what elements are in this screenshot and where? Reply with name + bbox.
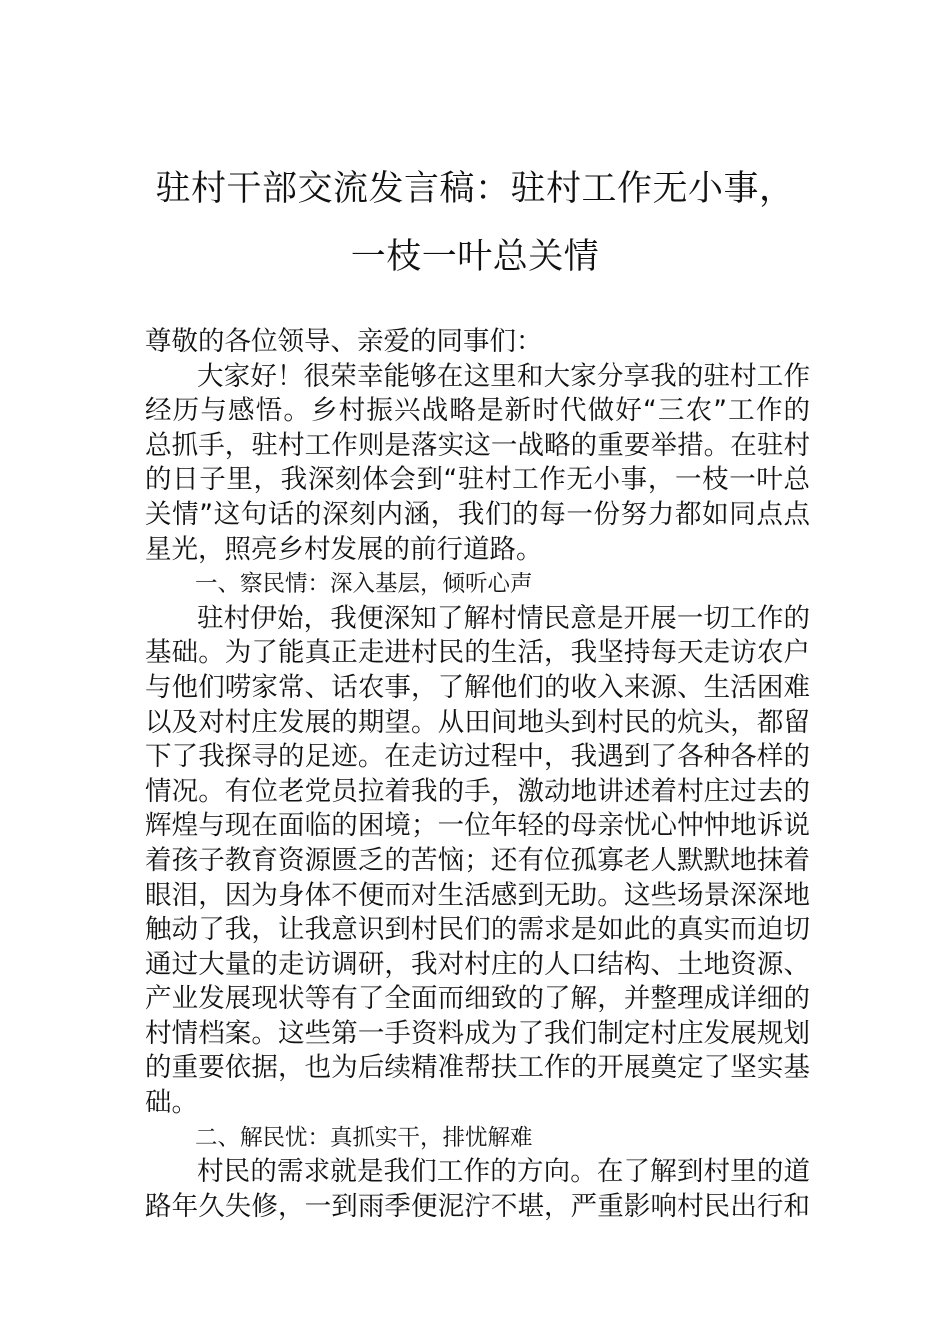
document-title-line-2: 一枝一叶总关情 xyxy=(350,237,600,277)
paragraph-line: 路年久失修，一到雨季便泥泞不堪，严重影响村民出行和 xyxy=(145,1190,810,1222)
paragraph-line: 的日子里，我深刻体会到“驻村工作无小事，一枝一叶总 xyxy=(145,464,810,496)
paragraph-line: 下了我探寻的足迹。在走访过程中，我遇到了各种各样的 xyxy=(145,741,810,773)
paragraph-line: 通过大量的走访调研，我对村庄的人口结构、土地资源、 xyxy=(145,948,810,980)
paragraph-line: 眼泪，因为身体不便而对生活感到无助。这些场景深深地 xyxy=(145,879,810,911)
paragraph-line: 辉煌与现在面临的困境；一位年轻的母亲忧心忡忡地诉说 xyxy=(145,810,810,842)
paragraph-line: 与他们唠家常、话农事，了解他们的收入来源、生活困难 xyxy=(145,671,810,703)
document-body xyxy=(145,325,810,1224)
document-title-line-1: 驻村干部交流发言稿：驻村工作无小事， xyxy=(155,169,795,209)
paragraph-line: 村情档案。这些第一手资料成为了我们制定村庄发展规划 xyxy=(145,1017,810,1049)
paragraph-line: 情况。有位老党员拉着我的手，激动地讲述着村庄过去的 xyxy=(145,775,810,807)
paragraph-line: 触动了我，让我意识到村民们的需求是如此的真实而迫切 xyxy=(145,914,810,946)
paragraph-line: 大家好！很荣幸能够在这里和大家分享我的驻村工作 xyxy=(197,360,810,392)
section-heading-2: 二、解民忧：真抓实干，排忧解难 xyxy=(195,1124,533,1151)
section-heading-1: 一、察民情：深入基层，倾听心声 xyxy=(195,571,533,598)
paragraph-line: 础。 xyxy=(145,1087,198,1119)
paragraph-line: 的重要依据，也为后续精准帮扶工作的开展奠定了坚实基 xyxy=(145,1052,810,1084)
paragraph-line: 产业发展现状等有了全面而细致的了解，并整理成详细的 xyxy=(145,983,810,1015)
paragraph-line: 关情”这句话的深刻内涵，我们的每一份努力都如同点点 xyxy=(145,498,810,530)
greeting: 尊敬的各位领导、亲爱的同事们： xyxy=(145,326,543,357)
paragraph-line: 基础。为了能真正走进村民的生活，我坚持每天走访农户 xyxy=(145,637,810,669)
paragraph-line: 总抓手，驻村工作则是落实这一战略的重要举措。在驻村 xyxy=(145,429,810,461)
paragraph-line: 村民的需求就是我们工作的方向。在了解到村里的道 xyxy=(197,1156,810,1188)
paragraph-line: 着孩子教育资源匮乏的苦恼；还有位孤寡老人默默地抹着 xyxy=(145,844,810,876)
paragraph-line: 以及对村庄发展的期望。从田间地头到村民的炕头，都留 xyxy=(145,706,810,738)
paragraph-line: 星光，照亮乡村发展的前行道路。 xyxy=(145,533,543,565)
paragraph-line: 经历与感悟。乡村振兴战略是新时代做好“三农”工作的 xyxy=(145,395,810,427)
paragraph-line: 驻村伊始，我便深知了解村情民意是开展一切工作的 xyxy=(197,602,810,634)
